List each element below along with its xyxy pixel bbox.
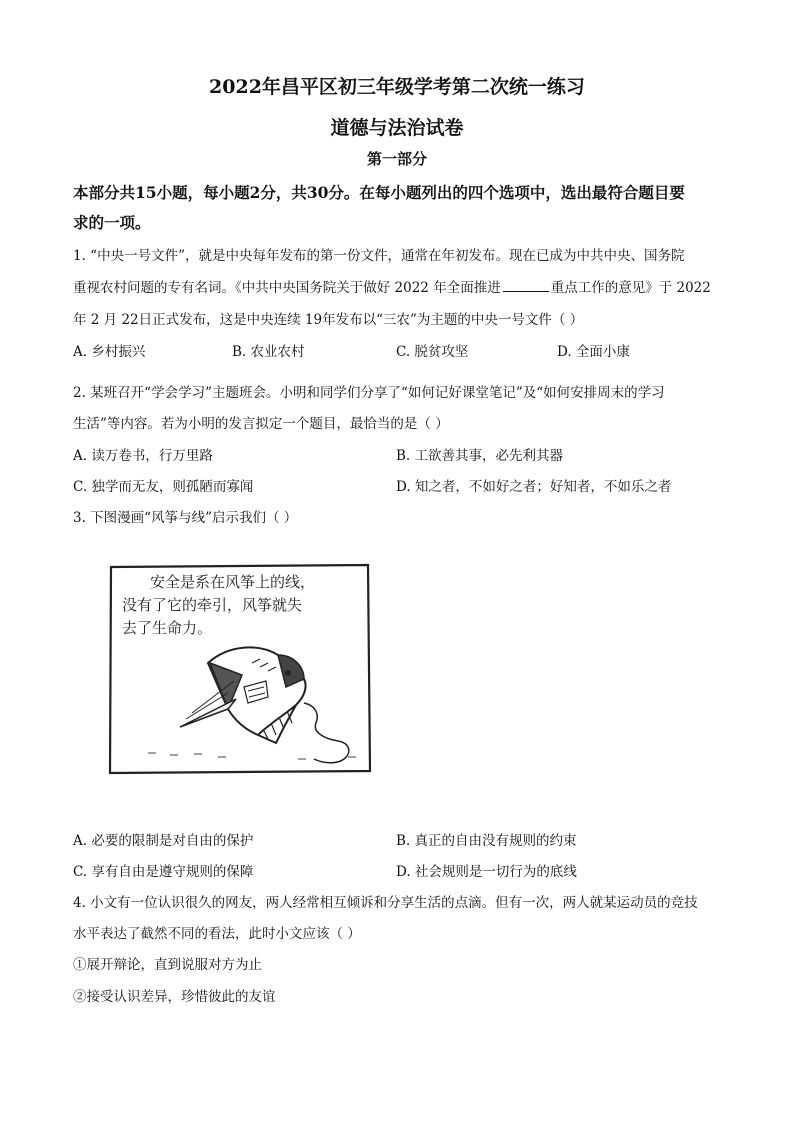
q2-option-c: C. 独学而无友，则孤陋而寡闻 xyxy=(73,479,254,495)
section-instructions xyxy=(73,178,733,238)
q3-option-d: D. 社会规则是一切行为的底线 xyxy=(396,864,577,880)
q4-item-2: ②接受认识差异，珍惜彼此的友谊 xyxy=(73,989,276,1005)
q2-line-1: 2. 某班召开“学会学习”主题班会。小明和同学们分享了“如何记好课堂笔记”及“如何安排周末的学习 xyxy=(73,385,665,401)
q1-option-c: C. 脱贫攻坚 xyxy=(396,344,469,360)
q1-line-2 xyxy=(73,276,711,296)
q2-option-a: A. 读万卷书，行万里路 xyxy=(73,448,213,464)
cartoon-caption-line-2: 没有了它的牵引，风筝就失 xyxy=(122,596,303,614)
q4-line-2: 水平表达了截然不同的看法，此时小文应该（ ） xyxy=(73,926,361,942)
q3-option-c: C. 享有自由是遵守规则的保障 xyxy=(73,864,254,880)
q1-line-2-end: 重点工作的意见》于 2022 xyxy=(550,280,711,296)
q3-option-a: A. 必要的限制是对自由的保护 xyxy=(73,833,254,849)
q1-option-d: D. 全面小康 xyxy=(557,344,630,360)
instructions-line-2: 求的一项。 xyxy=(73,213,151,232)
q1-line-1: 1. “中央一号文件”，就是中央每年发布的第一份文件，通常在年初发布。现在已成为中共中央、国务院 xyxy=(73,248,685,264)
kite-cartoon xyxy=(108,563,372,775)
q1-option-b: B. 农业农村 xyxy=(232,344,305,360)
q1-line-3: 年 2 月 22日正式发布，这是中央连续 19年发布以“三农”为主题的中央一号文件（ ） xyxy=(73,312,584,328)
exam-subtitle: 道德与法治试卷 xyxy=(330,117,464,139)
q1-blank xyxy=(503,279,549,292)
q4-line-1: 4. 小文有一位认识很久的网友，两人经常相互倾诉和分享生活的点滴。但有一次，两人就某运动员的竞技 xyxy=(73,895,698,911)
section-heading: 第一部分 xyxy=(366,150,427,168)
q2-option-d: D. 知之者，不如好之者；好知者，不如乐之者 xyxy=(396,479,672,495)
instructions-line-1: 本部分共15小题，每小题2分，共30分。在每小题列出的四个选项中，选出最符合题目要 xyxy=(73,183,685,202)
q1-line-2-start: 重视农村问题的专有名词。《中共中央国务院关于做好 2022 年全面推进 xyxy=(73,280,501,296)
q2-line-2: 生活”等内容。若为小明的发言拟定一个题目，最恰当的是（ ） xyxy=(73,416,449,432)
cartoon-caption-line-1: 安全是系在风筝上的线， xyxy=(150,573,316,591)
cartoon-caption-line-3: 去了生命力。 xyxy=(122,619,213,637)
q3-line-1: 3. 下图漫画“风筝与线”启示我们（ ） xyxy=(73,510,298,526)
q1-option-a: A. 乡村振兴 xyxy=(73,344,146,360)
exam-title: 2022年昌平区初三年级学考第二次统一练习 xyxy=(209,76,585,98)
q3-option-b: B. 真正的自由没有规则的约束 xyxy=(396,833,577,849)
q2-option-b: B. 工欲善其事，必先利其器 xyxy=(396,448,564,464)
q4-item-1: ①展开辩论，直到说服对方为止 xyxy=(73,957,262,973)
